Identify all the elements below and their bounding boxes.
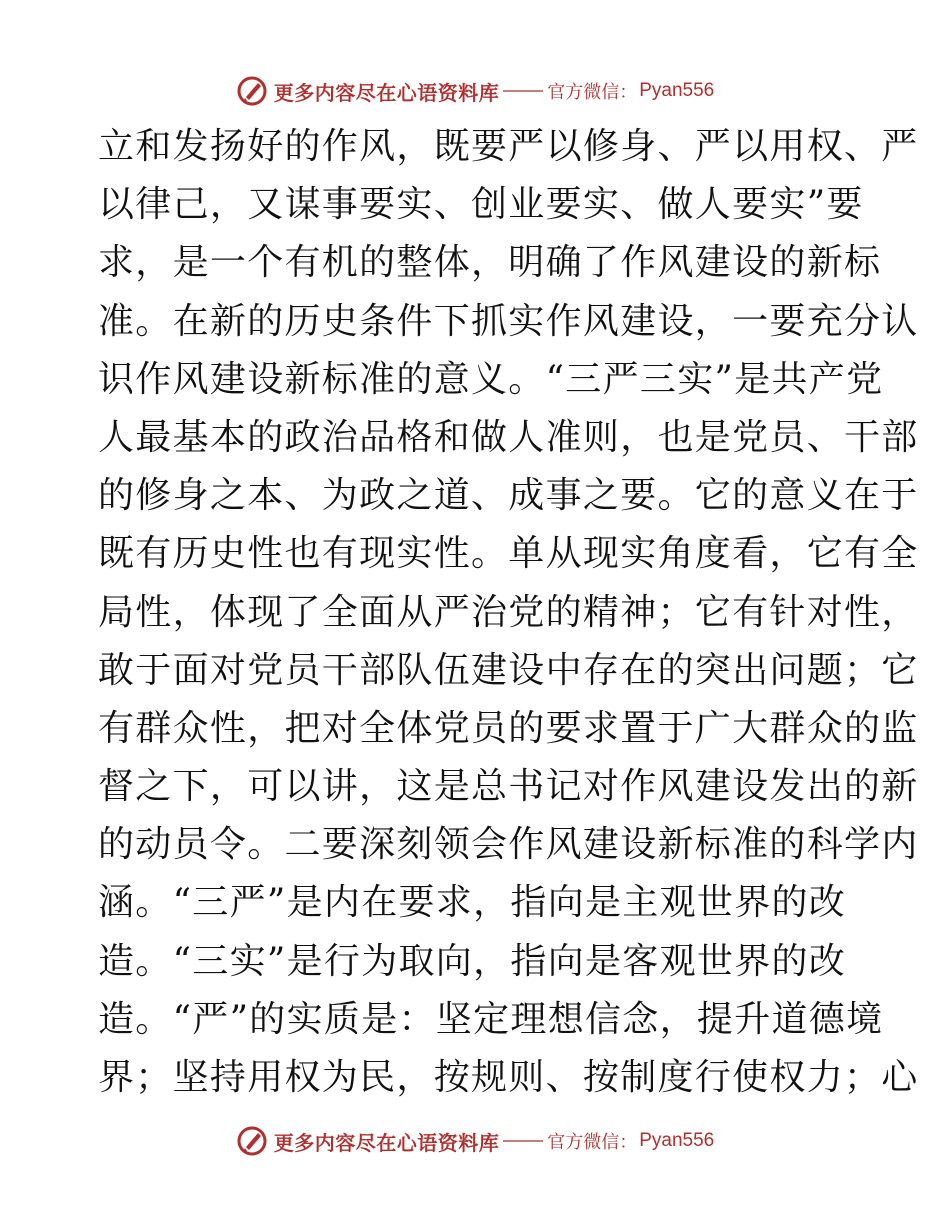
body-line: 的动员令。二要深刻领会作风建设新标准的科学内 (98, 824, 919, 866)
body-line: 涵。“三严”是内在要求，指向是主观世界的改 (98, 882, 847, 924)
header-wechat-label: 官方微信： (547, 82, 638, 103)
footer-dash-divider (503, 1140, 543, 1142)
document-body (98, 118, 919, 1107)
footer-wechat-label: 官方微信： (547, 1132, 638, 1153)
body-line: 督之下，可以讲，这是总书记对作风建设发出的新 (98, 766, 919, 808)
header-watermark-text: 更多内容尽在心语资料库 (273, 80, 500, 105)
body-line: 有群众性，把对全体党员的要求置于广大群众的监 (98, 707, 919, 749)
body-line: 以律己，又谋事要实、创业要实、做人要实”要 (98, 184, 864, 226)
header-watermark (0, 71, 950, 111)
body-line: 既有历史性也有现实性。单从现实角度看，它有全 (98, 533, 919, 575)
body-line: 界；坚持用权为民，按规则、按制度行使权力；心 (98, 1057, 919, 1098)
body-line: 立和发扬好的作风，既要严以修身、严以用权、严 (98, 126, 919, 167)
footer-watermark (0, 1121, 950, 1161)
pen-logo-icon (236, 75, 268, 107)
body-line: 敢于面对党员干部队伍建设中存在的突出问题；它 (98, 649, 919, 691)
body-line: 准。在新的历史条件下抓实作风建设，一要充分认 (98, 300, 919, 342)
footer-wechat-id: Pyan556 (639, 1130, 715, 1151)
header-wechat-id: Pyan556 (639, 80, 715, 101)
body-line: 造。“严”的实质是：坚定理想信念，提升道德境 (98, 998, 884, 1040)
header-dash-divider (503, 90, 543, 92)
body-line: 求，是一个有机的整体，明确了作风建设的新标 (98, 242, 882, 284)
body-line: 人最基本的政治品格和做人准则，也是党员、干部 (98, 416, 919, 458)
body-line: 的修身之本、为政之道、成事之要。它的意义在于 (98, 475, 919, 517)
footer-watermark-text: 更多内容尽在心语资料库 (273, 1130, 500, 1155)
body-line: 识作风建设新标准的意义。“三严三实”是共产党 (98, 358, 884, 400)
pen-logo-icon (236, 1125, 268, 1157)
body-line: 局性，体现了全面从严治党的精神；它有针对性， (98, 591, 919, 633)
body-line: 造。“三实”是行为取向，指向是客观世界的改 (98, 940, 847, 982)
